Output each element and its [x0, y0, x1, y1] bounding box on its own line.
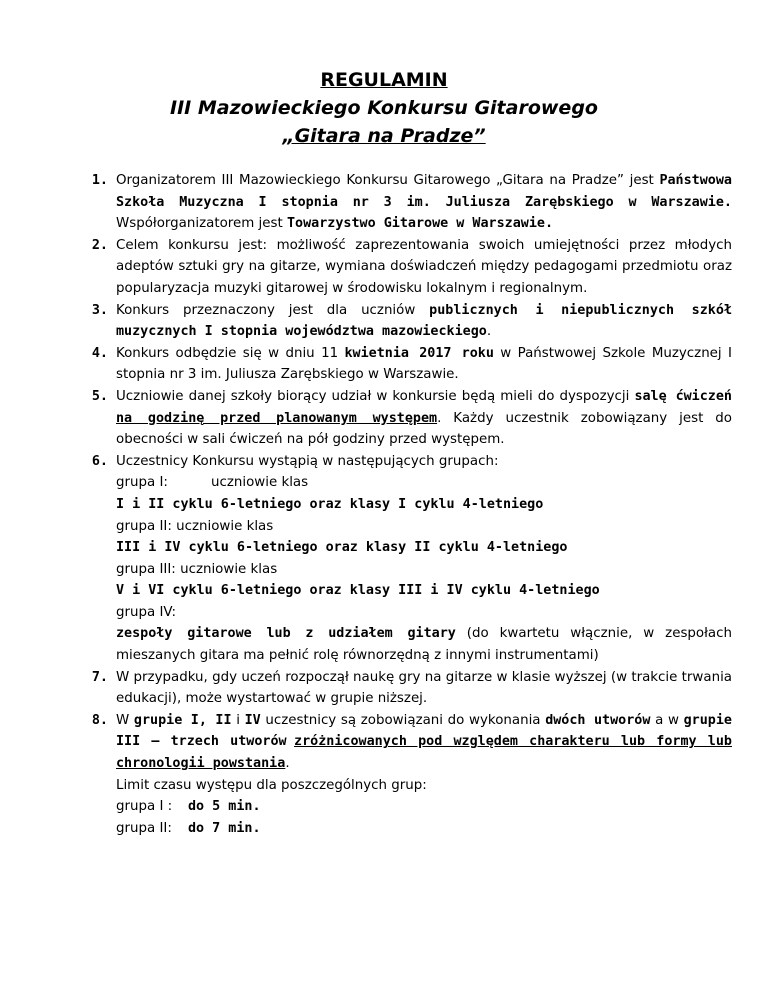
- group-4-desc: zespoły gitarowe lub z udziałem gitary (do kwartetu włącznie, w zespołach mieszanych gitara ma pełnić rolę równorzędną z innymi instrumentami): [116, 626, 732, 664]
- group-2: grupa II: uczniowie klas: [116, 518, 274, 534]
- rule-5: 5. Uczniowie danej szkoły biorący udział w konkursie będą mieli do dyspozycji salę ćwiczeń na godzinę przed planowanym występem. Każdy uczestnik zobowiązany jest do obecności w sali ćwiczeń na pół godziny przed występem.: [116, 386, 732, 451]
- groups-intro: 6. Uczestnicy Konkursu wystąpią w następujących grupach:: [116, 453, 499, 469]
- rule-8: [116, 710, 732, 840]
- rule-2: 2. Celem konkursu jest: możliwość zaprezentowania swoich umiejętności przez młodych adeptów sztuki gry na gitarze, wymiana doświadczeń między pedagogami przedmiotu oraz popularyzacja muzyki gitarowej w środowisku lokalnym i regionalnym.: [116, 235, 732, 300]
- group-1: grupa I: uczniowie klas: [116, 475, 309, 491]
- document-subtitle: III Mazowieckiego Konkursu Gitarowego: [170, 97, 598, 119]
- rule-8-text: 8. W grupie I, II i IV uczestnicy są zobowiązani do wykonania dwóch utworów a w grupie III – trzech utworów zróżnicowanych pod względem charakteru lub formy lub chronologii powstania.: [116, 712, 732, 772]
- rule-6: [116, 451, 732, 667]
- group-3-classes: V i VI cyklu 6-letniego oraz klasy III i IV cyklu 4-letniego: [116, 583, 600, 599]
- group-2-classes: III i IV cyklu 6-letniego oraz klasy II cyklu 4-letniego: [116, 540, 568, 556]
- time-limit-intro: Limit czasu występu dla poszczególnych grup:: [116, 777, 427, 793]
- rules-list: [80, 170, 732, 839]
- rule-1: 1. Organizatorem III Mazowieckiego Konkursu Gitarowego „Gitara na Pradze” jest Państwowa Szkoła Muzyczna I stopnia nr 3 im. Juliusza Zarębskiego w Warszawie. Współorganizatorem jest Towarzystwo Gitarowe w Warszawie.: [116, 170, 732, 235]
- time-limit-group-1: grupa I : do 5 min.: [116, 799, 261, 815]
- rule-4: 4. Konkurs odbędzie się w dniu 11 kwietnia 2017 roku w Państwowej Szkole Muzycznej I stopnia nr 3 im. Juliusza Zarębskiego w Warszawie.: [116, 343, 732, 386]
- document-title: REGULAMIN: [320, 69, 448, 91]
- title-block: [0, 66, 768, 150]
- rule-3: 3. Konkurs przeznaczony jest dla uczniów publicznych i niepublicznych szkół muzycznych I stopnia województwa mazowieckiego.: [116, 300, 732, 343]
- rule-7: 7. W przypadku, gdy uczeń rozpoczął naukę gry na gitarze w klasie wyższej (w trakcie trwania edukacji), może wystartować w grupie niższej.: [116, 667, 732, 710]
- time-limit-group-2: grupa II: do 7 min.: [116, 820, 261, 836]
- contest-name: „Gitara na Pradze”: [282, 125, 486, 147]
- group-1-classes: I i II cyklu 6-letniego oraz klasy I cyklu 4-letniego: [116, 496, 544, 512]
- group-4: grupa IV:: [116, 604, 176, 620]
- group-3: grupa III: uczniowie klas: [116, 561, 278, 577]
